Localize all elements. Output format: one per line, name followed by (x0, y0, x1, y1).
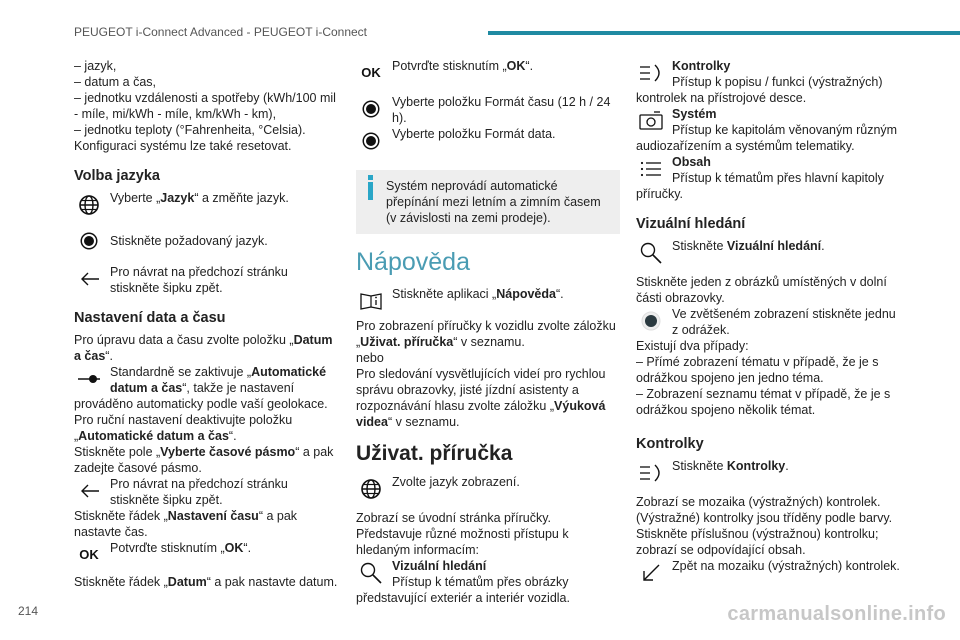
globe-icon (356, 474, 386, 504)
info-note-box (356, 170, 620, 234)
text: “ a pak nastavte datum. (206, 575, 338, 589)
manual-text (74, 412, 340, 444)
info-text: Systém neprovádí automatické přepínání mezi letním a zimním časem (v závislosti na zemi prodeje). (386, 179, 601, 225)
text: “. (243, 541, 252, 555)
radio-dot-icon (356, 94, 386, 124)
emph: Jazyk (160, 191, 195, 205)
column-1 (74, 58, 340, 590)
manual-text (356, 318, 620, 350)
watermark: carmanualsonline.info (727, 603, 946, 625)
step-select-language (74, 190, 340, 222)
set-time-text (74, 508, 340, 540)
emph: Vyberte časové pásmo (160, 445, 296, 459)
column-2 (356, 58, 620, 606)
text: Vyberte „ (110, 191, 161, 205)
emph: Systém (672, 107, 717, 121)
info-icon (368, 182, 373, 200)
emph: Automatické datum a čas (78, 429, 229, 443)
text: “ a pak zadejte časové pásmo. (74, 445, 334, 475)
globe-icon (74, 190, 104, 220)
step-back (74, 264, 340, 296)
radio-dot-icon (356, 126, 386, 156)
options-text: Představuje různé možnosti přístupu k hledaným informacím: (356, 527, 569, 557)
text: Zvolte jazyk zobrazení. (392, 475, 520, 489)
text: . (821, 239, 825, 253)
option-obsah (636, 154, 902, 202)
step-confirm-ok (356, 58, 620, 90)
section-heading-kontrolky: Kontrolky (636, 436, 704, 452)
column-3 (636, 58, 902, 590)
back-diagonal-arrow-icon (636, 558, 666, 588)
option-visual-search (356, 558, 620, 606)
emph: Vizuální hledání (726, 239, 822, 253)
ok-button-icon: OK (361, 65, 381, 80)
page-header-title: PEUGEOT i-Connect Advanced - PEUGEOT i-Connect (74, 25, 368, 39)
emph: OK (224, 541, 244, 555)
text: Stiskněte (672, 459, 727, 473)
text: Stiskněte požadovaný jazyk. (110, 234, 268, 248)
warning-lights-icon (636, 458, 666, 488)
text: Potvrďte stisknutím „ (110, 541, 225, 555)
contents-list-icon (636, 154, 666, 184)
text: Stiskněte řádek „ (74, 575, 168, 589)
text: Pro návrat na předchozí stránku stiskněte šipku zpět. (110, 477, 288, 507)
text: Ve zvětšeném zobrazení stiskněte jednu z odrážek. (672, 307, 896, 337)
text: Stiskněte aplikaci „ (392, 287, 497, 301)
text: Stiskněte (672, 239, 727, 253)
text: “. (105, 349, 113, 363)
text: “. (555, 287, 564, 301)
section-heading-vizualni-hledani: Vizuální hledání (636, 216, 746, 232)
list-item: – jednotku teploty (°Fahrenheita, °Celsia). (74, 123, 306, 137)
text: Vyberte položku Formát času (12 h / 24 h). (392, 95, 611, 125)
emph: Nápověda (496, 287, 556, 301)
emph: Datum a čas (74, 333, 333, 363)
list-item: – datum a čas, (74, 75, 156, 89)
emph: Datum (167, 575, 207, 589)
case-item: – Zobrazení seznamu témat v případě, že je s odrážkou spojeno několik témat. (636, 387, 891, 417)
emph: Vizuální hledání (392, 559, 487, 573)
text: “ v seznamu. (387, 415, 460, 429)
text: “ a změňte jazyk. (194, 191, 289, 205)
text: “. (228, 429, 237, 443)
text: Stiskněte pole „ (74, 445, 161, 459)
step-press-language (74, 226, 340, 258)
text: “ a pak nastavte čas. (74, 509, 298, 539)
text: “ v seznamu. (453, 335, 525, 349)
text: Potvrďte stisknutím „ (392, 59, 507, 73)
emph: Kontrolky (672, 59, 731, 73)
cases-text: Existují dva případy: (636, 339, 749, 353)
zone-text (74, 444, 340, 476)
date-text (74, 574, 340, 590)
text: Přístup ke kapitolám věnovaným různým audiozařízením a systémům telematiky. (636, 123, 898, 153)
step-zoomed (636, 306, 902, 338)
text: Pro sledování vysvětlujících videí pro rychlou správu obrazovky, jisté jízdní asistenty a rozpoznávání hlasu zvolte záložku „ (356, 367, 606, 413)
case-item: – Přímé zobrazení tématu v případě, že je s odrážkou spojeno jen jedno téma. (636, 355, 879, 385)
text: Pro úpravu data a času zvolte položku „ (74, 333, 294, 347)
text: Pro zobrazení příručky k vozidlu zvolte záložku „ (356, 319, 616, 349)
text: Standardně se zaktivuje „ (110, 365, 252, 379)
section-heading-napoveda: Nápověda (356, 248, 470, 276)
step-help-app (356, 286, 620, 318)
step-kontrolky (636, 458, 902, 490)
text: Pro ruční nastavení deaktivujte položku „ (74, 413, 293, 443)
radio-dot-icon (74, 226, 104, 256)
emph: Automatické datum a čas (110, 365, 327, 395)
emph: Kontrolky (726, 459, 786, 473)
page-number: 214 (18, 604, 39, 618)
nebo-text: nebo (356, 351, 384, 365)
emph: Výuková videa (356, 399, 606, 429)
section-heading-uzivat-prirucka: Uživat. příručka (356, 442, 513, 465)
step-time-format (356, 94, 620, 126)
warning-lights-icon (636, 58, 666, 88)
back-arrow-icon (74, 264, 104, 294)
book-info-icon (356, 286, 386, 316)
step-select-language (356, 474, 620, 506)
datum-intro (74, 332, 340, 364)
magnifier-icon (356, 558, 386, 588)
camera-system-icon (636, 106, 666, 136)
pick-image-text: Stiskněte jeden z obrázků umístěných v dolní části obrazovky. (636, 275, 887, 305)
toggle-icon (74, 364, 104, 394)
step-visual-search (636, 238, 902, 270)
text: Pro návrat na předchozí stránku stiskněte šipku zpět. (110, 265, 288, 295)
welcome-text: Zobrazí se úvodní stránka příručky. (356, 511, 551, 525)
back-arrow-icon (74, 476, 104, 506)
header-accent-bar (488, 31, 960, 35)
ok-button-icon: OK (79, 547, 99, 562)
step-confirm-ok (74, 540, 340, 572)
step-back-mosaic (636, 558, 902, 588)
list-item: – jazyk, (74, 59, 117, 73)
text: “. (525, 59, 534, 73)
emph: Obsah (672, 155, 711, 169)
section-heading-datum-cas: Nastavení data a času (74, 310, 226, 326)
magnifier-icon (636, 238, 666, 268)
step-back-2 (74, 476, 340, 508)
mosaic-text: Zobrazí se mozaika (výstražných) kontrolek. (Výstražné) kontrolky jsou tříděny podle barvy. (636, 495, 893, 525)
section-heading-volba-jazyka: Volba jazyka (74, 168, 160, 184)
text: Přístup k tématům přes hlavní kapitoly příručky. (636, 171, 884, 201)
option-system (636, 106, 902, 154)
step-auto-datetime (74, 364, 340, 412)
video-text (356, 366, 620, 430)
emph: OK (506, 59, 526, 73)
text: Vyberte položku Formát data. (392, 127, 556, 141)
text: Přístup k popisu / funkci (výstražných) kontrolek na přístrojové desce. (636, 75, 883, 105)
text: Přístup k tématům přes obrázky představující exteriér a interiér vozidla. (356, 575, 570, 605)
press-light-text: Stiskněte příslušnou (výstražnou) kontrolku; zobrazí se odpovídající obsah. (636, 527, 879, 557)
text: Stiskněte řádek „ (74, 509, 168, 523)
text: . (785, 459, 789, 473)
emph: Uživat. příručka (360, 335, 454, 349)
hotspot-icon (636, 306, 666, 336)
reset-text: Konfiguraci systému lze také resetovat. (74, 139, 292, 153)
step-date-format (356, 126, 620, 158)
text: Zpět na mozaiku (výstražných) kontrolek. (672, 559, 900, 573)
emph: Nastavení času (167, 509, 259, 523)
list-item: – jednotku vzdálenosti a spotřeby (kWh/100 mil - míle, mi/kWh - míle, km/kWh - km), (74, 91, 336, 121)
text: “, takže je nastavení prováděno automaticky podle vaší geolokace. (74, 381, 328, 411)
option-kontrolky (636, 58, 902, 106)
